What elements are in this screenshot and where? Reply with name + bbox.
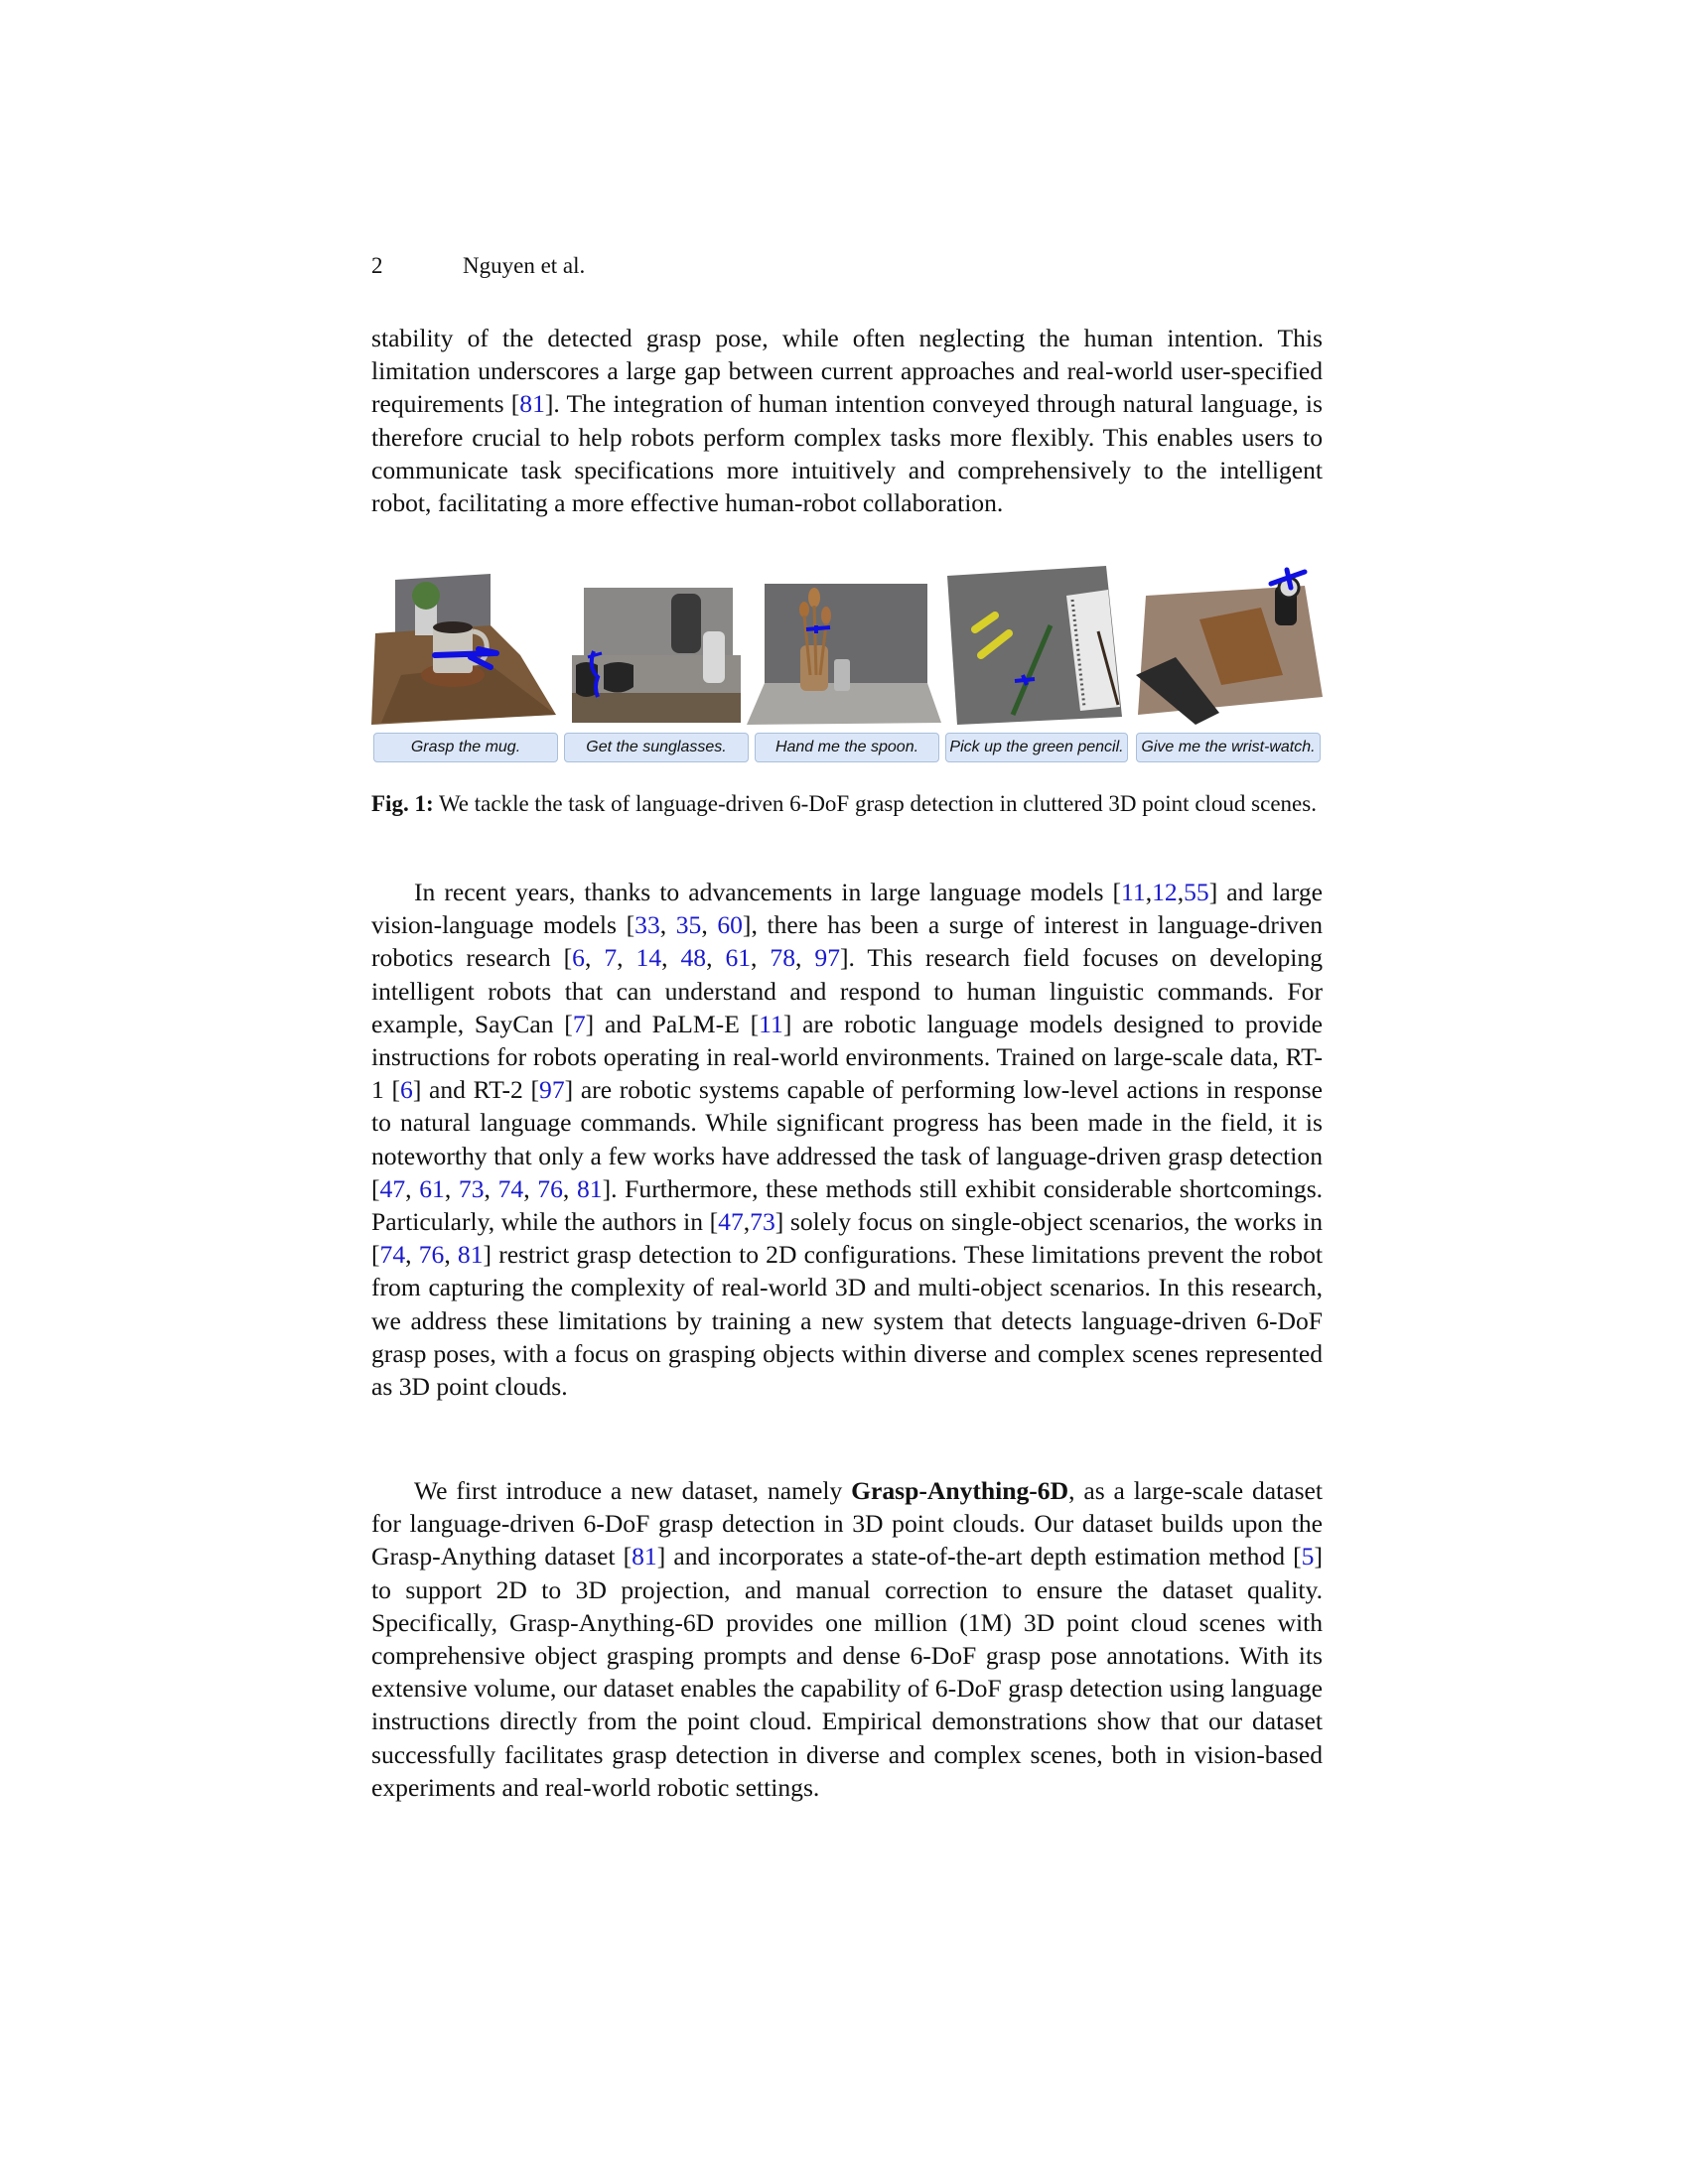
sep: , bbox=[701, 910, 718, 940]
text-run: ]. This research field focuses on developing intelligent robots that can understand and respond to human linguistic commands. For example, SayCan [ bbox=[371, 943, 1323, 1038]
sep: , bbox=[706, 943, 726, 973]
text-run: ] are robotic language models designed to provide instructions for robots operating in real-world environments. Trained on large-scale data, RT-1 [ bbox=[371, 1009, 1323, 1105]
text-run: ] restrict grasp detection to 2D configurations. These limitations prevent the robot from capturing the complexity of real-world 3D and multi-object scenarios. In this research, we address these limitations by training a new system that detects language-driven 6-DoF grasp poses, with a focus on grasping objects within diverse and complex scenes represented as 3D point clouds. bbox=[371, 1240, 1324, 1402]
citation-link[interactable]: 5 bbox=[1301, 1542, 1315, 1571]
paragraph-related-work bbox=[371, 876, 1323, 1403]
sep: , bbox=[523, 1173, 538, 1203]
citation-link[interactable]: 47 bbox=[718, 1207, 744, 1237]
mug-scene-image bbox=[371, 566, 556, 725]
citation-link[interactable]: 47 bbox=[379, 1173, 406, 1203]
paragraph-dataset-intro bbox=[371, 1474, 1323, 1804]
citation-link[interactable]: 81 bbox=[632, 1542, 657, 1571]
text-run: ] to support 2D to 3D projection, and manual correction to ensure the dataset quality. Specifically, Grasp-Anything-6D provides one million (1M) 3D point cloud scenes with comprehensive object grasping prompts and dense 6-DoF grasp pose annotations. With its extensive volume, our dataset enables the capability of 6-DoF grasp detection using language instructions directly from the point cloud. Empirical demonstrations show that our dataset successfully facilitates grasp detection in diverse and complex scenes, both in vision-based experiments and real-world robotic settings. bbox=[371, 1542, 1323, 1802]
figure-panel-wristwatch bbox=[1136, 566, 1323, 725]
figure-panel-pencil bbox=[941, 566, 1130, 725]
citation-link[interactable]: 78 bbox=[770, 943, 796, 973]
citation-link[interactable]: 74 bbox=[497, 1173, 524, 1203]
text-run: ] and PaLM-E [ bbox=[585, 1009, 760, 1038]
citation-link[interactable]: 7 bbox=[604, 943, 618, 973]
sep: , bbox=[562, 1173, 577, 1203]
figure-panel-mug bbox=[371, 566, 556, 725]
sep: , bbox=[661, 943, 681, 973]
citation-link[interactable]: 6 bbox=[400, 1075, 413, 1105]
running-header bbox=[371, 253, 585, 279]
citation-link[interactable]: 73 bbox=[458, 1173, 485, 1203]
citation-link[interactable]: 33 bbox=[634, 910, 660, 940]
citation-link[interactable]: 81 bbox=[519, 389, 545, 419]
sep: , bbox=[484, 1173, 498, 1203]
citation-link[interactable]: 7 bbox=[572, 1009, 586, 1038]
text-run: ] and large vision-language models [ bbox=[371, 878, 1323, 940]
text-run: ]. Furthermore, these methods still exhibit considerable shortcomings. Particularly, while the authors in [ bbox=[371, 1173, 1324, 1237]
sep: , bbox=[743, 1207, 751, 1237]
prompt-box-5: Give me the wrist-watch. bbox=[1136, 733, 1321, 762]
citation-link[interactable]: 97 bbox=[539, 1075, 565, 1105]
spoon-scene-image bbox=[747, 566, 941, 725]
citation-link[interactable]: 60 bbox=[717, 910, 743, 940]
sep: , bbox=[444, 1173, 459, 1203]
sunglasses-scene-image bbox=[572, 566, 743, 725]
citation-link[interactable]: 61 bbox=[419, 1173, 445, 1203]
citation-link[interactable]: 73 bbox=[750, 1207, 775, 1237]
citation-link[interactable]: 12 bbox=[1152, 878, 1178, 906]
figure-caption bbox=[371, 789, 1323, 819]
text-run: We first introduce a new dataset, namely bbox=[414, 1476, 852, 1505]
text-run: stability of the detected grasp pose, while often neglecting the human intention. This limitation underscores a large gap between current approaches and real-world user-specified requirements [ bbox=[371, 324, 1323, 419]
sep: , bbox=[751, 943, 771, 973]
text-run: ] solely focus on single-object scenarios, the works in [ bbox=[371, 1207, 1324, 1270]
figure-panel-sunglasses bbox=[572, 566, 743, 725]
citation-link[interactable]: 11 bbox=[1121, 878, 1146, 906]
figure-label: Fig. 1: bbox=[371, 791, 434, 816]
citation-link[interactable]: 74 bbox=[379, 1240, 406, 1270]
dataset-name: Grasp-Anything-6D bbox=[851, 1476, 1069, 1505]
running-authors: Nguyen et al. bbox=[463, 253, 586, 278]
citation-link[interactable]: 6 bbox=[572, 943, 585, 973]
figure-1 bbox=[371, 566, 1323, 769]
citation-link[interactable]: 81 bbox=[576, 1173, 603, 1203]
sep: , bbox=[1177, 878, 1185, 906]
sep: , bbox=[405, 1173, 420, 1203]
caption-text: We tackle the task of language-driven 6-DoF grasp detection in cluttered 3D point cloud scenes. bbox=[433, 791, 1317, 816]
citation-link[interactable]: 61 bbox=[725, 943, 752, 973]
text-run: ] and RT-2 [ bbox=[412, 1075, 540, 1105]
prompt-box-4: Pick up the green pencil. bbox=[945, 733, 1128, 762]
sep: , bbox=[584, 943, 605, 973]
text-run: ] are robotic systems capable of performing low-level actions in response to natural language commands. While significant progress has been made in the field, it is noteworthy that only a few works have addressed the task of language-driven grasp detection [ bbox=[371, 1075, 1323, 1203]
sep: , bbox=[617, 943, 636, 973]
wristwatch-scene-image bbox=[1136, 566, 1323, 725]
sep: , bbox=[1145, 878, 1153, 906]
citation-link[interactable]: 81 bbox=[457, 1240, 484, 1270]
prompt-box-3: Hand me the spoon. bbox=[755, 733, 939, 762]
citation-link[interactable]: 76 bbox=[537, 1173, 563, 1203]
sep: , bbox=[405, 1240, 419, 1270]
page-number: 2 bbox=[371, 253, 383, 278]
prompt-box-1: Grasp the mug. bbox=[373, 733, 558, 762]
citation-link[interactable]: 97 bbox=[814, 943, 840, 973]
citation-link[interactable]: 11 bbox=[759, 1009, 783, 1038]
figure-panel-spoon bbox=[747, 566, 941, 725]
text-run: , as a large-scale dataset for language-driven 6-DoF grasp detection in 3D point clouds. Our dataset builds upon the Grasp-Anything dataset [ bbox=[371, 1476, 1323, 1571]
text-run: In recent years, thanks to advancements in large language models [ bbox=[414, 878, 1122, 906]
citation-link[interactable]: 14 bbox=[635, 943, 662, 973]
citation-link[interactable]: 76 bbox=[418, 1240, 445, 1270]
sep: , bbox=[659, 910, 676, 940]
citation-link[interactable]: 35 bbox=[675, 910, 702, 940]
sep: , bbox=[444, 1240, 458, 1270]
sep: , bbox=[795, 943, 815, 973]
prompt-box-2: Get the sunglasses. bbox=[564, 733, 749, 762]
citation-link[interactable]: 48 bbox=[680, 943, 707, 973]
text-run: ] and incorporates a state-of-the-art depth estimation method [ bbox=[656, 1542, 1302, 1571]
text-run: ]. The integration of human intention conveyed through natural language, is therefore crucial to help robots perform complex tasks more flexibly. This enables users to communicate task specifications more intuitively and comprehensively to the intelligent robot, facilitating a more effective human-robot collaboration. bbox=[371, 389, 1323, 518]
text-run: ], there has been a surge of interest in language-driven robotics research [ bbox=[371, 910, 1324, 973]
paragraph-intro-continued bbox=[371, 322, 1323, 519]
citation-link[interactable]: 55 bbox=[1184, 878, 1209, 906]
pencil-scene-image bbox=[941, 566, 1130, 725]
